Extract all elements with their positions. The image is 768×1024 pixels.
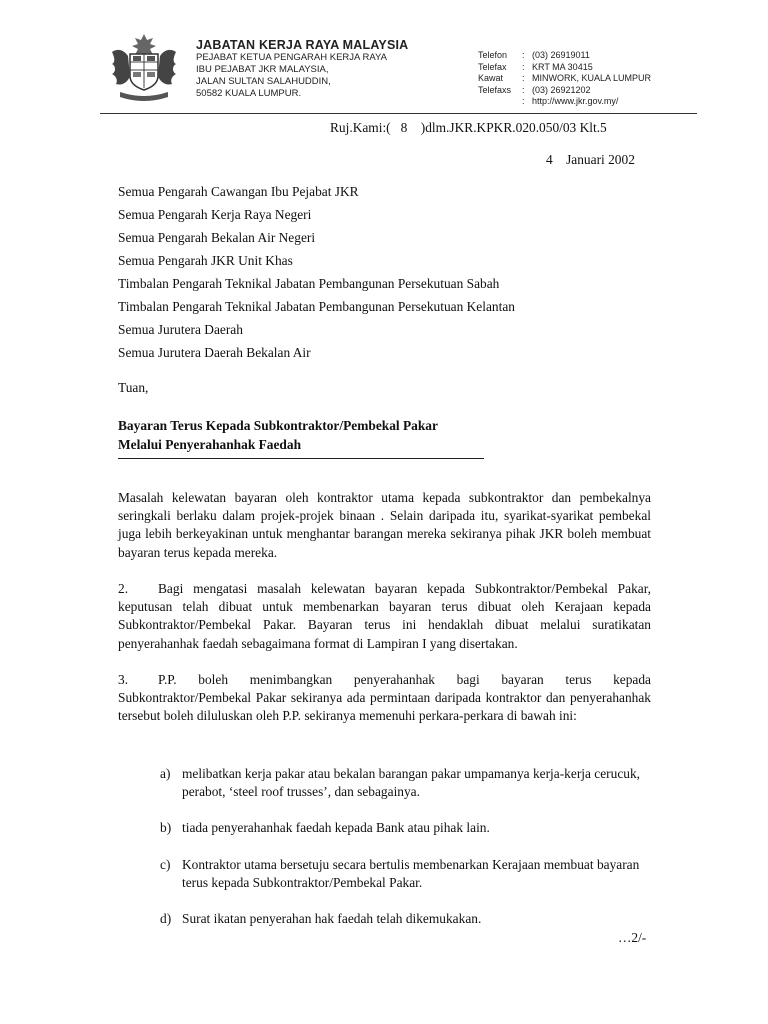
subject-line-2: Melalui Penyerahanhak Faedah: [118, 437, 302, 452]
recipient-item: Semua Jurutera Daerah Bekalan Air: [118, 345, 311, 360]
recipient-item: Timbalan Pengarah Teknikal Jabatan Pembangunan Persekutuan Sabah: [118, 276, 500, 291]
list-item: [160, 856, 656, 892]
list-item-text: melibatkan kerja pakar atau bekalan barangan pakar umpamanya kerja-kerja cerucuk, perabot, ‘steel roof trusses’, dan sebagainya.: [182, 766, 641, 800]
recipient-item: Semua Pengarah JKR Unit Khas: [118, 253, 293, 268]
coat-of-arms-icon: [102, 30, 186, 102]
list-item-label: d): [160, 911, 172, 927]
contact-label: Kawat: [478, 73, 504, 83]
paragraph-3: [118, 671, 651, 726]
letterhead-divider: [100, 113, 697, 114]
list-item-label: c): [160, 856, 171, 872]
list-item-label: b): [160, 820, 172, 836]
org-hq: IBU PEJABAT JKR MALAYSIA,: [196, 64, 329, 75]
list-item-text: Kontraktor utama bersetuju secara bertulis membenarkan Kerajaan membuat bayaran terus kepada Subkontraktor/Pembekal Pakar.: [182, 856, 640, 890]
letter-date: 4 Januari 2002: [546, 152, 635, 167]
reference-number: Ruj.Kami:( 8 )dlm.JKR.KPKR.020.050/03 Klt.5: [330, 120, 607, 135]
org-postcode: 50582 KUALA LUMPUR.: [196, 88, 302, 99]
recipient-item: Semua Jurutera Daerah: [118, 322, 243, 337]
paragraph-1: Masalah kelewatan bayaran oleh kontraktor utama kepada subkontraktor dan pembekalnya seringkali berlaku dalam projek-projek binaan . Selain daripada itu, syarikat-syarikat pembekal juga lebih berkeyakinan untuk menghantar barangan mereka sekiranya pihak JKR boleh membuat bayaran terus kepada mereka.: [118, 490, 651, 560]
letterhead-organisation: [196, 38, 446, 100]
contact-row-telefon: Telefon : (03) 26919011: [478, 50, 590, 60]
paragraph-2: [118, 580, 651, 653]
contact-value: (03) 26919011: [532, 50, 590, 60]
list-item-text: Surat ikatan penyerahan hak faedah telah dikemukakan.: [182, 911, 482, 927]
contact-label: Telefon: [478, 50, 508, 60]
contact-row-kawat: Kawat : MINWORK, KUALA LUMPUR: [478, 73, 652, 83]
contact-value: http://www.jkr.gov.my/: [532, 96, 619, 106]
list-item: [160, 819, 656, 837]
contact-label: [478, 96, 522, 108]
org-office: PEJABAT KETUA PENGARAH KERJA RAYA: [196, 52, 387, 63]
list-item-label: a): [160, 766, 171, 781]
paragraph-text: Bagi mengatasi masalah kelewatan bayaran kepada Subkontraktor/Pembekal Pakar, keputusan telah dibuat untuk membenarkan bayaran terus dibuat oleh Kerajaan kepada Subkontraktor/Pembekal Pakar. Bayaran terus ini hendaklah dibuat melalui suratikatan penyerahanhak faedah sebagaimana format di Lampiran I yang disertakan.: [118, 581, 651, 651]
org-street: JALAN SULTAN SALAHUDDIN,: [196, 76, 331, 87]
paragraph-text: P.P. boleh menimbangkan penyerahanhak bagi bayaran terus kepada Subkontraktor/Pembekal Pakar sekiranya ada permintaan daripada kontraktor dan penyerahanhak tersebut boleh diluluskan oleh P.P. sekiranya memenuhi perkara-perkara di bawah ini:: [118, 672, 651, 724]
recipient-item: Timbalan Pengarah Teknikal Jabatan Pembangunan Persekutuan Kelantan: [118, 299, 515, 314]
subject-heading: [118, 416, 484, 459]
list-item: [160, 765, 656, 801]
subject-line-1: Bayaran Terus Kepada Subkontraktor/Pembekal Pakar: [118, 418, 438, 433]
contact-value: KRT MA 30415: [532, 61, 593, 72]
contact-row-telefaxs: Telefaxs : (03) 26921202: [478, 84, 591, 95]
list-item-text: tiada penyerahanhak faedah kepada Bank atau pihak lain.: [182, 820, 490, 836]
contact-row-website: : http://www.jkr.gov.my/: [478, 96, 678, 108]
org-name: JABATAN KERJA RAYA MALAYSIA: [196, 38, 409, 52]
continuation-marker: …2/-: [618, 930, 647, 945]
contact-label: Telefaxs: [478, 84, 512, 95]
recipient-item: Semua Pengarah Kerja Raya Negeri: [118, 207, 312, 222]
paragraph-number: 3.: [118, 672, 129, 687]
recipient-list: [118, 180, 678, 364]
paragraph-number: 2.: [118, 581, 129, 596]
contact-label: Telefax: [478, 61, 507, 72]
recipient-item: Semua Pengarah Cawangan Ibu Pejabat JKR: [118, 184, 359, 199]
salutation: Tuan,: [118, 380, 149, 395]
contact-row-telefax: Telefax : KRT MA 30415: [478, 61, 593, 72]
list-item: [160, 910, 656, 928]
conditions-list: [160, 765, 656, 946]
contact-value: (03) 26921202: [532, 84, 591, 95]
contact-value: MINWORK, KUALA LUMPUR: [532, 73, 652, 83]
recipient-item: Semua Pengarah Bekalan Air Negeri: [118, 230, 316, 245]
letterhead-contacts: [478, 50, 678, 108]
